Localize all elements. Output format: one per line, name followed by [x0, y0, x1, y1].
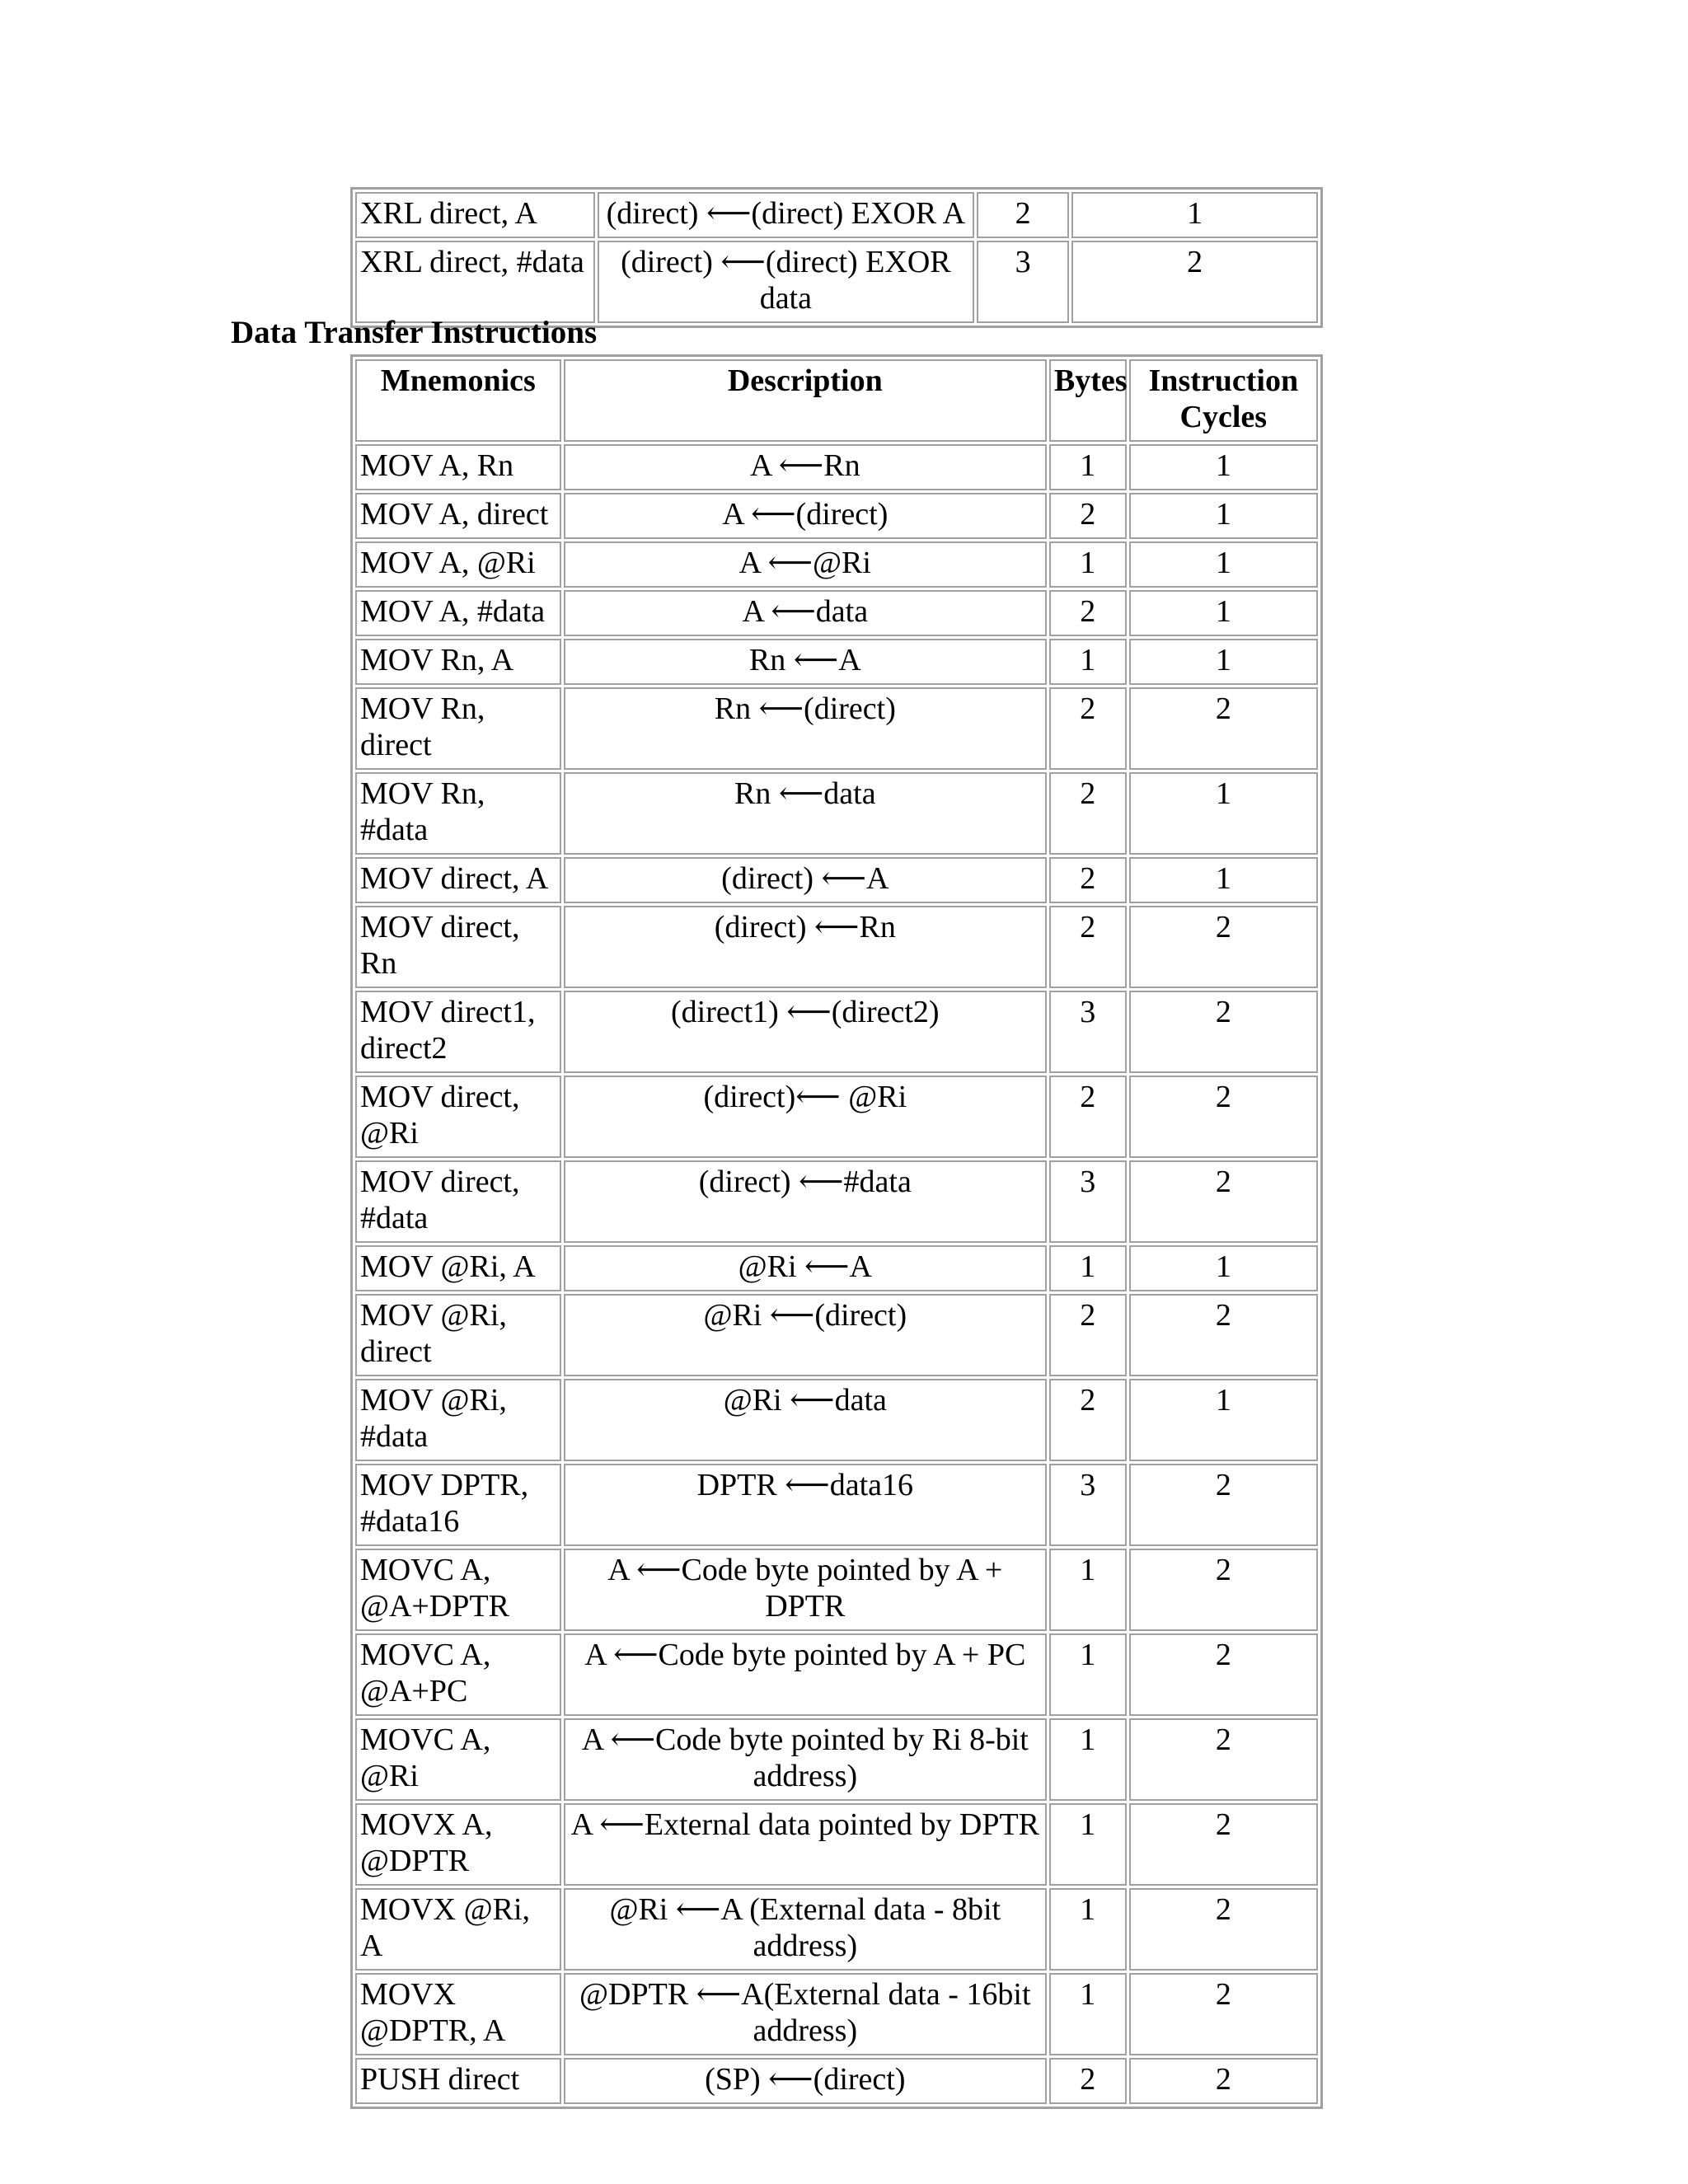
column-header-bytes: Bytes: [1049, 359, 1127, 442]
section-heading: Data Transfer Instructions: [231, 315, 598, 350]
cycles-cell: 1: [1129, 444, 1318, 490]
description-cell: (direct1) ⟵(direct2): [564, 991, 1047, 1073]
bytes-cell: 2: [1049, 687, 1127, 770]
description-cell: A ⟵@Ri: [564, 541, 1047, 588]
table-row: [355, 1076, 1318, 1158]
cycles-cell: 2: [1129, 1888, 1318, 1971]
mnemonic-cell: XRL direct, A: [355, 192, 595, 238]
description-cell: (direct)⟵ @Ri: [564, 1076, 1047, 1158]
table-row: [355, 192, 1318, 238]
cycles-cell: 2: [1129, 906, 1318, 988]
description-cell: A ⟵Rn: [564, 444, 1047, 490]
mnemonic-cell: MOVC A, @A+PC: [355, 1633, 561, 1716]
table-row: [355, 1803, 1318, 1886]
bytes-cell: 2: [1049, 1294, 1127, 1376]
description-cell: (direct) ⟵(direct) EXOR A: [598, 192, 974, 238]
bytes-cell: 2: [977, 192, 1069, 238]
xrl-instructions-table: [350, 187, 1323, 328]
mnemonic-cell: MOV @Ri, direct: [355, 1294, 561, 1376]
table-row: [355, 906, 1318, 988]
table-row: [355, 1245, 1318, 1291]
table-row: [355, 1633, 1318, 1716]
cycles-cell: 2: [1129, 2058, 1318, 2104]
bytes-cell: 2: [1049, 1379, 1127, 1461]
cycles-cell: 2: [1129, 991, 1318, 1073]
cycles-cell: 2: [1071, 241, 1318, 323]
bytes-cell: 3: [1049, 1464, 1127, 1546]
mnemonic-cell: MOVX A, @DPTR: [355, 1803, 561, 1886]
description-cell: A ⟵data: [564, 590, 1047, 636]
description-cell: (SP) ⟵(direct): [564, 2058, 1047, 2104]
bytes-cell: 1: [1049, 639, 1127, 685]
description-cell: @Ri ⟵A (External data - 8bit address): [564, 1888, 1047, 1971]
bytes-cell: 1: [1049, 541, 1127, 588]
bytes-cell: 2: [1049, 2058, 1127, 2104]
table-row: [355, 1718, 1318, 1801]
mnemonic-cell: MOV A, @Ri: [355, 541, 561, 588]
bytes-cell: 1: [1049, 1973, 1127, 2055]
table-row: [355, 241, 1318, 323]
table-row: [355, 857, 1318, 903]
cycles-cell: 1: [1129, 1379, 1318, 1461]
cycles-cell: 2: [1129, 1464, 1318, 1546]
mnemonic-cell: MOV @Ri, #data: [355, 1379, 561, 1461]
description-cell: (direct) ⟵A: [564, 857, 1047, 903]
bytes-cell: 3: [1049, 991, 1127, 1073]
bytes-cell: 1: [1049, 1549, 1127, 1631]
table-row: [355, 1160, 1318, 1243]
mnemonic-cell: MOV DPTR, #data16: [355, 1464, 561, 1546]
column-header-description: Description: [564, 359, 1047, 442]
bytes-cell: 2: [1049, 906, 1127, 988]
table-row: [355, 687, 1318, 770]
description-cell: (direct) ⟵(direct) EXOR data: [598, 241, 974, 323]
cycles-cell: 1: [1129, 772, 1318, 855]
mnemonic-cell: MOVX @Ri, A: [355, 1888, 561, 1971]
mnemonic-cell: PUSH direct: [355, 2058, 561, 2104]
bytes-cell: 1: [1049, 1718, 1127, 1801]
bytes-cell: 2: [1049, 772, 1127, 855]
description-cell: @Ri ⟵data: [564, 1379, 1047, 1461]
table-row: [355, 1973, 1318, 2055]
bytes-cell: 1: [1049, 1803, 1127, 1886]
mnemonic-cell: MOVX @DPTR, A: [355, 1973, 561, 2055]
cycles-cell: 2: [1129, 1076, 1318, 1158]
cycles-cell: 2: [1129, 1294, 1318, 1376]
description-cell: (direct) ⟵#data: [564, 1160, 1047, 1243]
table-row: [355, 1294, 1318, 1376]
mnemonic-cell: MOV A, direct: [355, 493, 561, 539]
description-cell: DPTR ⟵data16: [564, 1464, 1047, 1546]
cycles-cell: 1: [1129, 493, 1318, 539]
mnemonic-cell: MOV direct, #data: [355, 1160, 561, 1243]
bytes-cell: 1: [1049, 1633, 1127, 1716]
cycles-cell: 2: [1129, 1549, 1318, 1631]
description-cell: (direct) ⟵Rn: [564, 906, 1047, 988]
description-cell: @DPTR ⟵A(External data - 16bit address): [564, 1973, 1047, 2055]
cycles-cell: 2: [1129, 1718, 1318, 1801]
table-row: [355, 2058, 1318, 2104]
mnemonic-cell: MOVC A, @Ri: [355, 1718, 561, 1801]
cycles-cell: 1: [1129, 639, 1318, 685]
table-row: [355, 639, 1318, 685]
cycles-cell: 2: [1129, 1803, 1318, 1886]
cycles-cell: 2: [1129, 1973, 1318, 2055]
cycles-cell: 2: [1129, 1160, 1318, 1243]
cycles-cell: 1: [1129, 541, 1318, 588]
mnemonic-cell: MOV Rn, #data: [355, 772, 561, 855]
table-row: [355, 493, 1318, 539]
data-transfer-instructions-table: [350, 354, 1323, 2109]
mnemonic-cell: MOV direct1, direct2: [355, 991, 561, 1073]
mnemonic-cell: MOV Rn, direct: [355, 687, 561, 770]
bytes-cell: 1: [1049, 1245, 1127, 1291]
table-row: [355, 444, 1318, 490]
bytes-cell: 2: [1049, 590, 1127, 636]
table-row: [355, 1888, 1318, 1971]
description-cell: A ⟵(direct): [564, 493, 1047, 539]
bytes-cell: 1: [1049, 1888, 1127, 1971]
description-cell: A ⟵Code byte pointed by A + DPTR: [564, 1549, 1047, 1631]
mnemonic-cell: MOV A, Rn: [355, 444, 561, 490]
description-cell: A ⟵Code byte pointed by A + PC: [564, 1633, 1047, 1716]
cycles-cell: 1: [1071, 192, 1318, 238]
description-cell: Rn ⟵A: [564, 639, 1047, 685]
mnemonic-cell: MOV direct, Rn: [355, 906, 561, 988]
mnemonic-cell: XRL direct, #data: [355, 241, 595, 323]
bytes-cell: 3: [1049, 1160, 1127, 1243]
table-header-row: [355, 359, 1318, 442]
mnemonic-cell: MOVC A, @A+DPTR: [355, 1549, 561, 1631]
description-cell: A ⟵External data pointed by DPTR: [564, 1803, 1047, 1886]
table-row: [355, 541, 1318, 588]
cycles-cell: 2: [1129, 1633, 1318, 1716]
table-row: [355, 1379, 1318, 1461]
mnemonic-cell: MOV direct, @Ri: [355, 1076, 561, 1158]
description-cell: Rn ⟵data: [564, 772, 1047, 855]
bytes-cell: 3: [977, 241, 1069, 323]
mnemonic-cell: MOV @Ri, A: [355, 1245, 561, 1291]
description-cell: @Ri ⟵A: [564, 1245, 1047, 1291]
cycles-cell: 1: [1129, 857, 1318, 903]
table-row: [355, 590, 1318, 636]
description-cell: @Ri ⟵(direct): [564, 1294, 1047, 1376]
bytes-cell: 2: [1049, 493, 1127, 539]
mnemonic-cell: MOV direct, A: [355, 857, 561, 903]
cycles-cell: 1: [1129, 590, 1318, 636]
table-row: [355, 1549, 1318, 1631]
description-cell: A ⟵Code byte pointed by Ri 8-bit address): [564, 1718, 1047, 1801]
table-row: [355, 772, 1318, 855]
column-header-mnemonics: Mnemonics: [355, 359, 561, 442]
mnemonic-cell: MOV A, #data: [355, 590, 561, 636]
column-header-cycles: Instruction Cycles: [1129, 359, 1318, 442]
table-row: [355, 1464, 1318, 1546]
table-row: [355, 991, 1318, 1073]
bytes-cell: 2: [1049, 1076, 1127, 1158]
description-cell: Rn ⟵(direct): [564, 687, 1047, 770]
cycles-cell: 2: [1129, 687, 1318, 770]
mnemonic-cell: MOV Rn, A: [355, 639, 561, 685]
cycles-cell: 1: [1129, 1245, 1318, 1291]
bytes-cell: 1: [1049, 444, 1127, 490]
bytes-cell: 2: [1049, 857, 1127, 903]
